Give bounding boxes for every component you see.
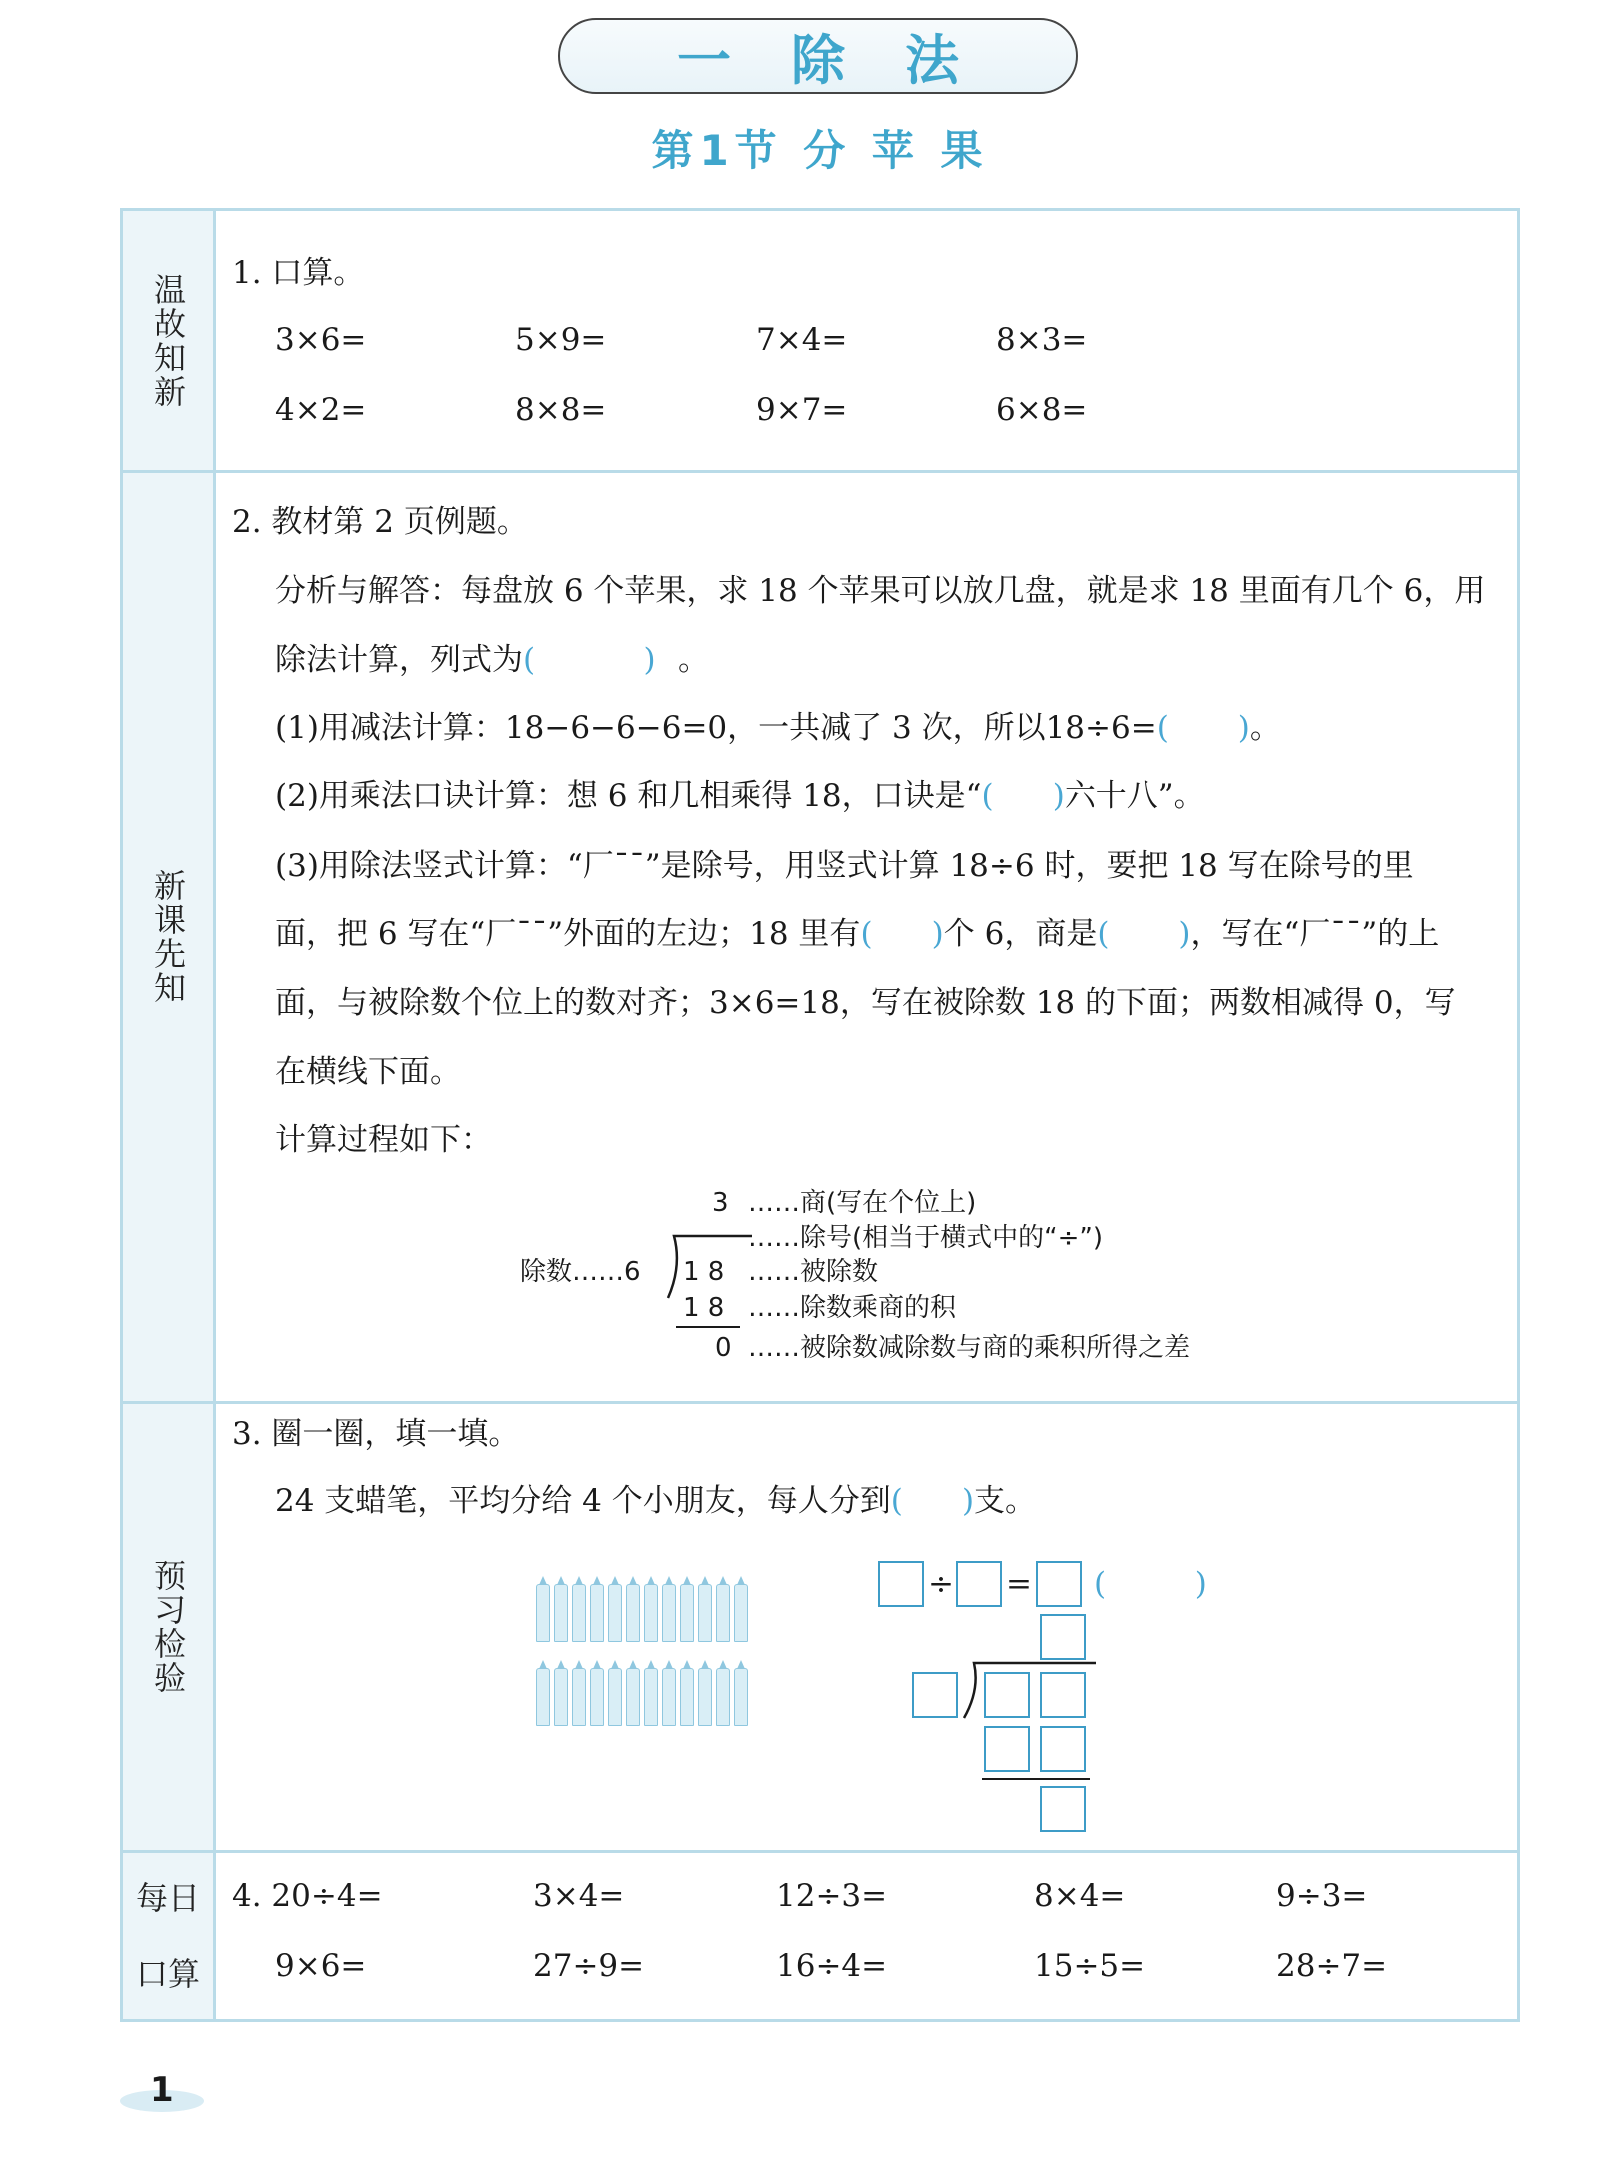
q4-item: 27÷9= [533, 1948, 645, 1984]
crayon-icon [734, 1668, 748, 1726]
daily-label-line2: 口算 [135, 1955, 200, 1993]
crayon-icon [572, 1584, 586, 1642]
crayon-icon [662, 1668, 676, 1726]
diagram-quotient: 3 [712, 1188, 729, 1218]
crayon-icon [680, 1668, 694, 1726]
q4-item: 9÷3= [1276, 1878, 1368, 1914]
q1-item: 4×2= [275, 392, 367, 428]
crayon-icon [716, 1584, 730, 1642]
q2-analysis: 分析与解答：每盘放 6 个苹果，求 18 个苹果可以放几盘，就是求 18 里面有几个 6，用 [275, 573, 1486, 609]
crayon-icon [734, 1584, 748, 1642]
q4-item: 9×6= [275, 1948, 367, 1984]
section-label-new-lesson: 新课先知 [123, 473, 213, 1401]
q2-step3-text: ，写在“厂¯¯”的上 [1190, 916, 1440, 952]
crayon-icon [590, 1668, 604, 1726]
crayon-icon [698, 1668, 712, 1726]
q4-item: 15÷5= [1034, 1948, 1146, 1984]
vertical-remainder-box[interactable] [1040, 1786, 1086, 1832]
q2-analysis-text: 除法计算，列式为 [275, 642, 523, 678]
q2-step1-text: (1)用减法计算：18−6−6−6=0，一共减了 3 次，所以18÷6= [275, 710, 1157, 746]
diagram-ann-dividend: ……被除数 [748, 1257, 879, 1287]
q2-step2-end: 六十八”。 [1064, 778, 1205, 814]
row-divider [120, 470, 1520, 473]
q4-item: 3×4= [533, 1878, 625, 1914]
crayon-icon [626, 1584, 640, 1642]
q2-step3-text: 个 6，商是 [943, 916, 1098, 952]
crayon-icon [608, 1584, 622, 1642]
q2-step3-line3: 面，与被除数个位上的数对齐；3×6=18，写在被除数 18 的下面；两数相减得 0，写 [275, 985, 1456, 1021]
q4-item: 12÷3= [776, 1878, 888, 1914]
equation-quotient-box[interactable] [1036, 1561, 1082, 1607]
answer-blank[interactable]: ( ) [1156, 710, 1250, 746]
q1-item: 7×4= [756, 322, 848, 358]
vertical-product-tens-box[interactable] [984, 1726, 1030, 1772]
answer-blank[interactable]: ( ) [523, 642, 656, 678]
crayon-icon [590, 1584, 604, 1642]
q1-item: 6×8= [996, 392, 1088, 428]
worksheet-frame [120, 208, 1520, 2022]
crayon-group[interactable] [536, 1584, 756, 1744]
q4-item: 16÷4= [776, 1948, 888, 1984]
daily-label-line1: 每日 [135, 1879, 200, 1917]
q1-item: 9×7= [756, 392, 848, 428]
diagram-product: 1 8 [683, 1293, 725, 1323]
q1-item: 8×3= [996, 322, 1088, 358]
equation-dividend-box[interactable] [878, 1561, 924, 1607]
answer-blank[interactable]: ( ) [1097, 916, 1191, 952]
q2-analysis-end: 。 [678, 642, 709, 678]
diagram-remainder: 0 [715, 1333, 732, 1363]
page-number: 1 [150, 2070, 174, 2110]
q2-step2 [275, 776, 1205, 816]
crayon-icon [716, 1668, 730, 1726]
answer-blank[interactable]: ( ) [890, 1483, 975, 1519]
q2-step3-text: 面，把 6 写在“厂¯¯”外面的左边；18 里有 [275, 916, 861, 952]
q2-step3-line2 [275, 914, 1439, 954]
crayon-icon [608, 1668, 622, 1726]
unit-blank[interactable]: ( ) [1094, 1566, 1207, 1602]
equation-divisor-box[interactable] [956, 1561, 1002, 1607]
diagram-subtraction-line [676, 1326, 740, 1328]
vertical-product-ones-box[interactable] [1040, 1726, 1086, 1772]
q2-step1-end: 。 [1249, 710, 1281, 746]
q2-step1 [275, 708, 1281, 748]
q2-step3-line1: (3)用除法竖式计算：“厂¯¯”是除号，用竖式计算 18÷6 时，要把 18 写在除号的里 [275, 848, 1414, 884]
division-sign: ÷ [928, 1566, 954, 1602]
diagram-ann-product: ……除数乘商的积 [748, 1293, 957, 1323]
q1-item: 8×8= [515, 392, 607, 428]
diagram-ann-quotient: ……商(写在个位上) [748, 1188, 977, 1218]
crayon-icon [536, 1668, 550, 1726]
column-divider [213, 208, 216, 2022]
q4-item: 8×4= [1034, 1878, 1126, 1914]
crayon-icon [662, 1584, 676, 1642]
section-label-review: 温故知新 [123, 211, 213, 470]
q3-question [275, 1481, 1036, 1521]
chapter-title: 一除法 [677, 28, 1019, 92]
crayon-icon [644, 1668, 658, 1726]
crayon-icon [536, 1584, 550, 1642]
crayon-icon [680, 1584, 694, 1642]
q2-step3-line4: 在横线下面。 [275, 1054, 461, 1090]
q2-analysis-line2 [275, 640, 709, 680]
equals-sign: = [1006, 1566, 1032, 1602]
q3-title: 3. 圈一圈，填一填。 [232, 1416, 520, 1452]
q2-process-label: 计算过程如下： [275, 1122, 492, 1158]
section-title: 第1节 分 苹 果 [651, 126, 989, 175]
diagram-divisor: 除数……6 [520, 1257, 641, 1287]
crayon-icon [644, 1584, 658, 1642]
diagram-dividend: 1 8 [683, 1257, 725, 1287]
crayon-icon [572, 1668, 586, 1726]
q3-question-end: 支。 [974, 1483, 1037, 1519]
crayon-icon [698, 1584, 712, 1642]
crayon-icon [554, 1668, 568, 1726]
vertical-dividend-ones-box[interactable] [1040, 1672, 1086, 1718]
vertical-quotient-box[interactable] [1040, 1614, 1086, 1660]
vertical-divisor-box[interactable] [912, 1672, 958, 1718]
vertical-dividend-tens-box[interactable] [984, 1672, 1030, 1718]
row-divider [120, 1401, 1520, 1404]
q2-title: 2. 教材第 2 页例题。 [232, 504, 528, 540]
q2-step2-text: (2)用乘法口诀计算：想 6 和几相乘得 18，口诀是“ [275, 778, 982, 814]
crayon-icon [554, 1584, 568, 1642]
q4-item: 4. 20÷4= [232, 1878, 383, 1914]
q4-item: 28÷7= [1276, 1948, 1388, 1984]
answer-blank[interactable]: ( ) [981, 778, 1065, 814]
row-divider [120, 1850, 1520, 1853]
q1-title: 1. 口算。 [232, 255, 365, 291]
crayon-icon [626, 1668, 640, 1726]
q1-item: 5×9= [515, 322, 607, 358]
diagram-ann-remainder: ……被除数减除数与商的乘积所得之差 [748, 1333, 1191, 1363]
answer-blank[interactable]: ( ) [860, 916, 944, 952]
diagram-ann-sign: ……除号(相当于横式中的“÷”) [748, 1223, 1104, 1253]
q1-item: 3×6= [275, 322, 367, 358]
q3-question-text: 24 支蜡笔，平均分给 4 个小朋友，每人分到 [275, 1483, 891, 1519]
vertical-subtraction-line [982, 1778, 1090, 1780]
section-label-preview: 预习检验 [123, 1404, 213, 1850]
